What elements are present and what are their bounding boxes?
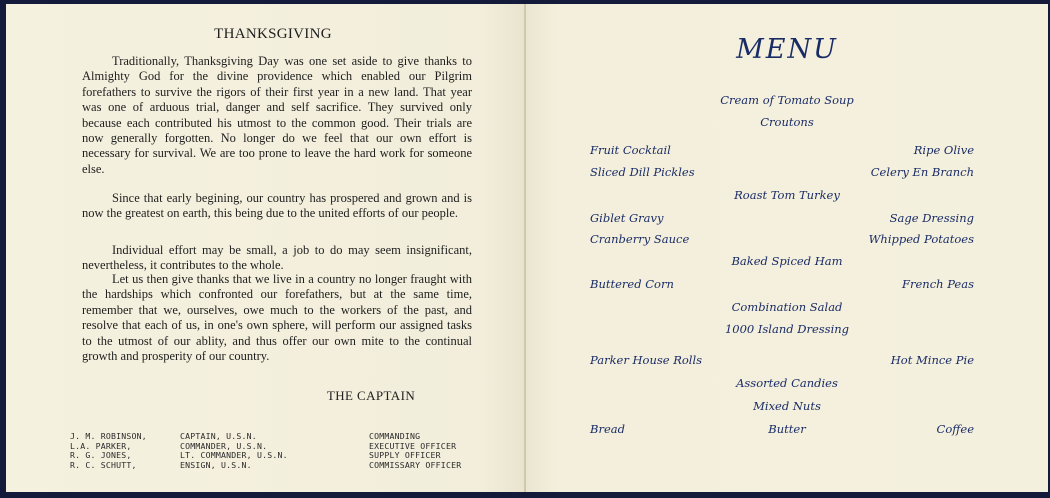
essay-paragraph: Individual effort may be small, a job to do may seem insignificant, nevertheless, it contributes to the whole. <box>82 243 472 273</box>
menu-item-dill-pickles: Sliced Dill Pickles <box>590 165 695 179</box>
officer-role: EXECUTIVE OFFICER <box>369 440 457 451</box>
signature: THE CAPTAIN <box>326 388 416 403</box>
menu-item-rolls: Parker House Rolls <box>590 353 703 367</box>
officer-name: R. G. JONES, <box>70 450 132 461</box>
officer-role: COMMISSARY OFFICER <box>369 459 462 470</box>
menu-item-sage-dressing: Sage Dressing <box>889 211 974 225</box>
menu-item-potatoes: Whipped Potatoes <box>868 232 974 246</box>
officer-name: L.A. PARKER, <box>70 440 132 451</box>
officer-row <box>70 460 510 470</box>
menu-item-fruit-cocktail: Fruit Cocktail <box>590 143 671 157</box>
menu-item-croutons: Croutons <box>760 115 814 129</box>
officer-rank: CAPTAIN, U.S.N. <box>180 431 257 441</box>
essay-paragraph: Since that early begining, our country has prospered and grown and is now the greatest on earth, this being due to the united efforts of our people. <box>82 191 472 221</box>
essay-paragraph: Let us then give thanks that we live in a country no longer fraught with the hardships which confronted our forefathers, but at the same time, remember that we, ourselves, owe much to the workers of the past, and resolve that each of us, in one's own sphere, will perform our assigned tasks to the utmost of our ablity, and thus offer our own mite to the continual growth and prosperity of our country. <box>82 272 472 364</box>
menu-item-salad: Combination Salad <box>731 300 843 314</box>
officer-rank: LT. COMMANDER, U.S.N. <box>180 450 288 461</box>
menu-item-ham: Baked Spiced Ham <box>731 254 843 268</box>
officer-name: J. M. ROBINSON, <box>70 431 147 441</box>
officer-role: SUPPLY OFFICER <box>369 450 441 461</box>
menu-item-coffee: Coffee <box>936 422 974 436</box>
menu-item-mince-pie: Hot Mince Pie <box>890 353 974 367</box>
officer-row <box>70 431 510 441</box>
menu-item-bread: Bread <box>590 422 625 436</box>
menu-item-butter: Butter <box>768 422 806 436</box>
menu-item-salad-dressing: 1000 Island Dressing <box>724 322 850 336</box>
menu-item-candies: Assorted Candies <box>736 376 838 390</box>
menu-item-turkey: Roast Tom Turkey <box>734 188 840 202</box>
menu-title: MENU <box>736 34 838 65</box>
menu-item-cranberry: Cranberry Sauce <box>590 232 690 246</box>
menu-item-nuts: Mixed Nuts <box>753 399 821 413</box>
officer-role: COMMANDING <box>369 431 421 441</box>
essay-paragraph: Traditionally, Thanksgiving Day was one set aside to give thanks to Almighty God for the divine providence which enabled our Pilgrim forefathers to survive the rigors of their first year in a new land. That year was one of arduous trial, danger and self sacrifice. They survived only because each contributed his utmost to the common good. Their trials are now generally forgotten. No longer do we feel that our own effort is necessary for survival. We are too prone to leave the hard work for someone else. <box>82 54 472 176</box>
officer-row <box>70 441 510 451</box>
officer-rank: ENSIGN, U.S.N. <box>180 459 252 470</box>
menu-item-celery: Celery En Branch <box>870 165 974 179</box>
left-page <box>6 4 524 492</box>
essay-title: THANKSGIVING <box>214 26 332 42</box>
menu-item-soup: Cream of Tomato Soup <box>720 93 854 107</box>
menu-item-giblet-gravy: Giblet Gravy <box>590 211 664 225</box>
officer-list <box>70 431 510 469</box>
officer-row <box>70 450 510 460</box>
menu-item-ripe-olive: Ripe Olive <box>913 143 974 157</box>
menu-item-peas: French Peas <box>902 277 974 291</box>
officer-rank: COMMANDER, U.S.N. <box>180 440 268 451</box>
officer-name: R. C. SCHUTT, <box>70 459 137 470</box>
menu-item-corn: Buttered Corn <box>590 277 674 291</box>
right-page <box>526 4 1048 492</box>
